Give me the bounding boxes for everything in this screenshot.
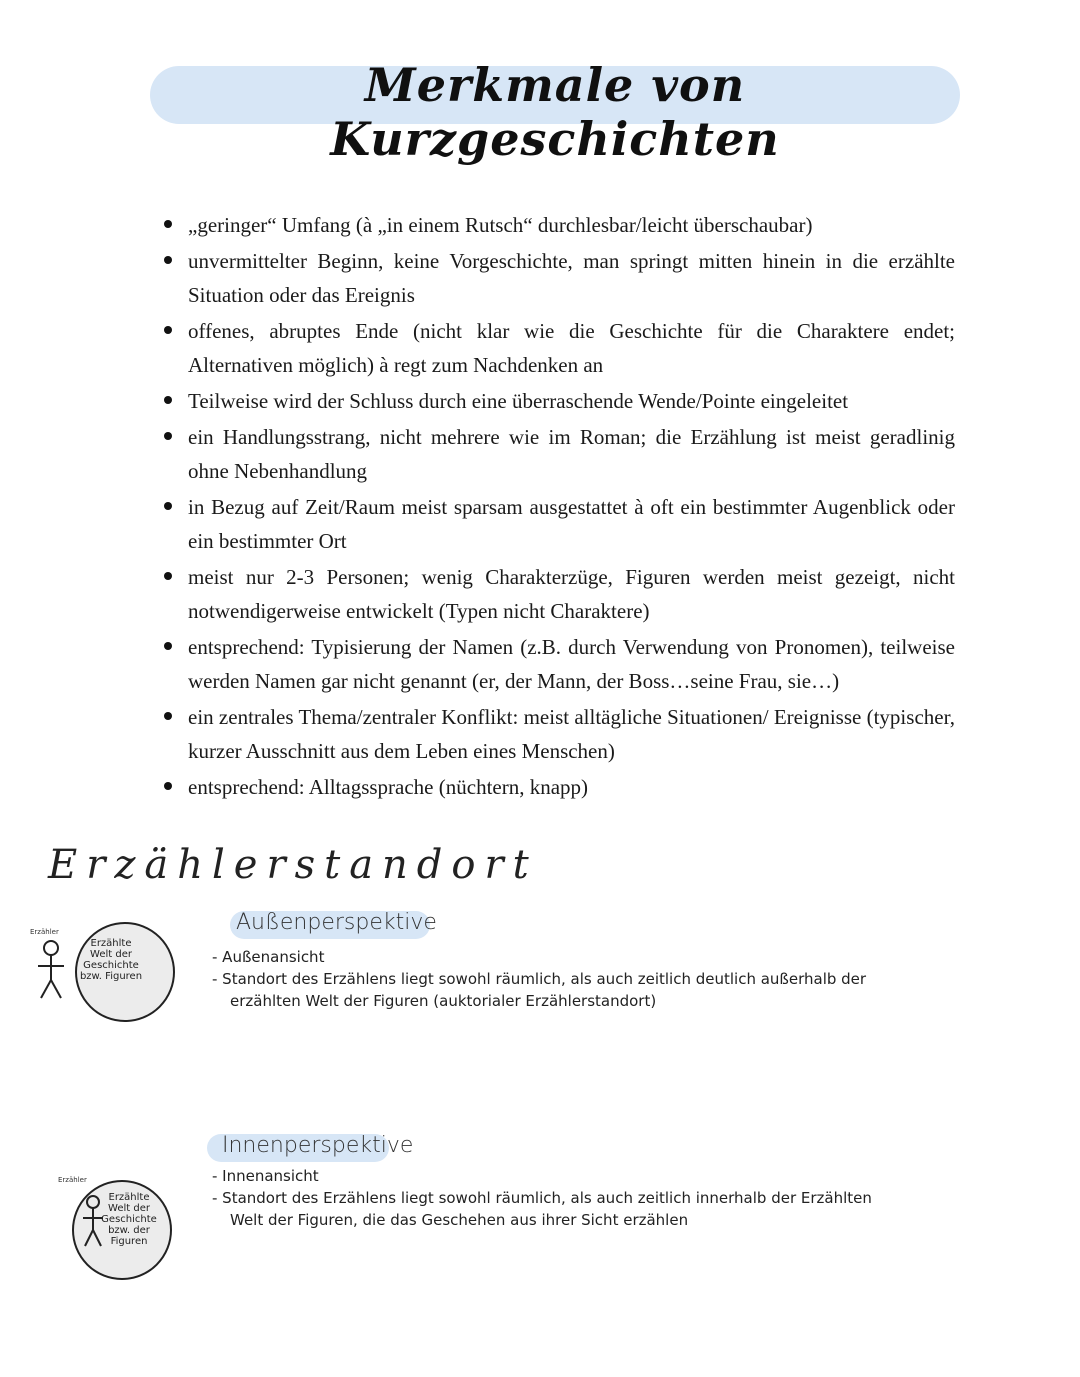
note-line: - Standort des Erzählens liegt sowohl räumlich, als auch zeitlich deutlich außerhalb der <box>212 970 867 988</box>
list-item: in Bezug auf Zeit/Raum meist sparsam ausgestattet à oft ein bestimmter Augenblick oder ein bestimmter Ort <box>160 490 955 558</box>
list-item: offenes, abruptes Ende (nicht klar wie die Geschichte für die Charaktere endet; Alternativen möglich) à regt zum Nachdenken an <box>160 314 955 382</box>
list-item: unvermittelter Beginn, keine Vorgeschichte, man springt mitten hinein in die erzählte Situation oder das Ereignis <box>160 244 955 312</box>
inner-perspective-heading: Innenperspektive <box>222 1133 414 1158</box>
inner-perspective-notes <box>212 1165 872 1231</box>
note-line: - Innenansicht <box>212 1167 319 1185</box>
story-world-circle <box>72 1180 172 1280</box>
page-title: Merkmale von Kurzgeschichten <box>330 58 780 166</box>
circle-label: Erzählte Welt der Geschichte bzw. der Figuren <box>101 1192 157 1247</box>
note-line: Welt der Figuren, die das Geschehen aus ihrer Sicht erzählen <box>230 1211 689 1229</box>
list-item: ein Handlungsstrang, nicht mehrere wie im Roman; die Erzählung ist meist geradlinig ohne Nebenhandlung <box>160 420 955 488</box>
list-item: Teilweise wird der Schluss durch eine überraschende Wende/Pointe eingeleitet <box>160 384 955 418</box>
section-title: Erzählerstandort <box>48 842 538 888</box>
narrator-label: Erzähler <box>58 1176 87 1184</box>
stick-figure-icon <box>34 938 68 1002</box>
list-item: entsprechend: Typisierung der Namen (z.B. durch Verwendung von Pronomen), teilweise werden Namen gar nicht genannt (er, der Mann, der Boss…seine Frau, sie…) <box>160 630 955 698</box>
list-item: entsprechend: Alltagssprache (nüchtern, knapp) <box>160 770 955 804</box>
outer-perspective-heading: Außenperspektive <box>236 910 437 935</box>
list-item: ein zentrales Thema/zentraler Konflikt: meist alltägliche Situationen/ Ereignisse (typischer, kurzer Ausschnitt aus dem Leben eines Menschen) <box>160 700 955 768</box>
feature-list <box>160 208 955 806</box>
note-line: - Außenansicht <box>212 948 325 966</box>
story-world-circle <box>75 922 175 1022</box>
list-item: meist nur 2-3 Personen; wenig Charakterzüge, Figuren werden meist gezeigt, nicht notwendigerweise entwickelt (Typen nicht Charaktere) <box>160 560 955 628</box>
circle-label: Erzählte Welt der Geschichte bzw. Figuren <box>79 938 143 982</box>
note-line: erzählten Welt der Figuren (auktorialer Erzählerstandort) <box>230 992 657 1010</box>
outer-perspective-notes <box>212 946 866 1012</box>
note-line: - Standort des Erzählens liegt sowohl räumlich, als auch zeitlich innerhalb der Erzählten <box>212 1189 872 1207</box>
narrator-label: Erzähler <box>30 928 59 936</box>
list-item: „geringer“ Umfang (à „in einem Rutsch“ durchlesbar/leicht überschaubar) <box>160 208 955 242</box>
